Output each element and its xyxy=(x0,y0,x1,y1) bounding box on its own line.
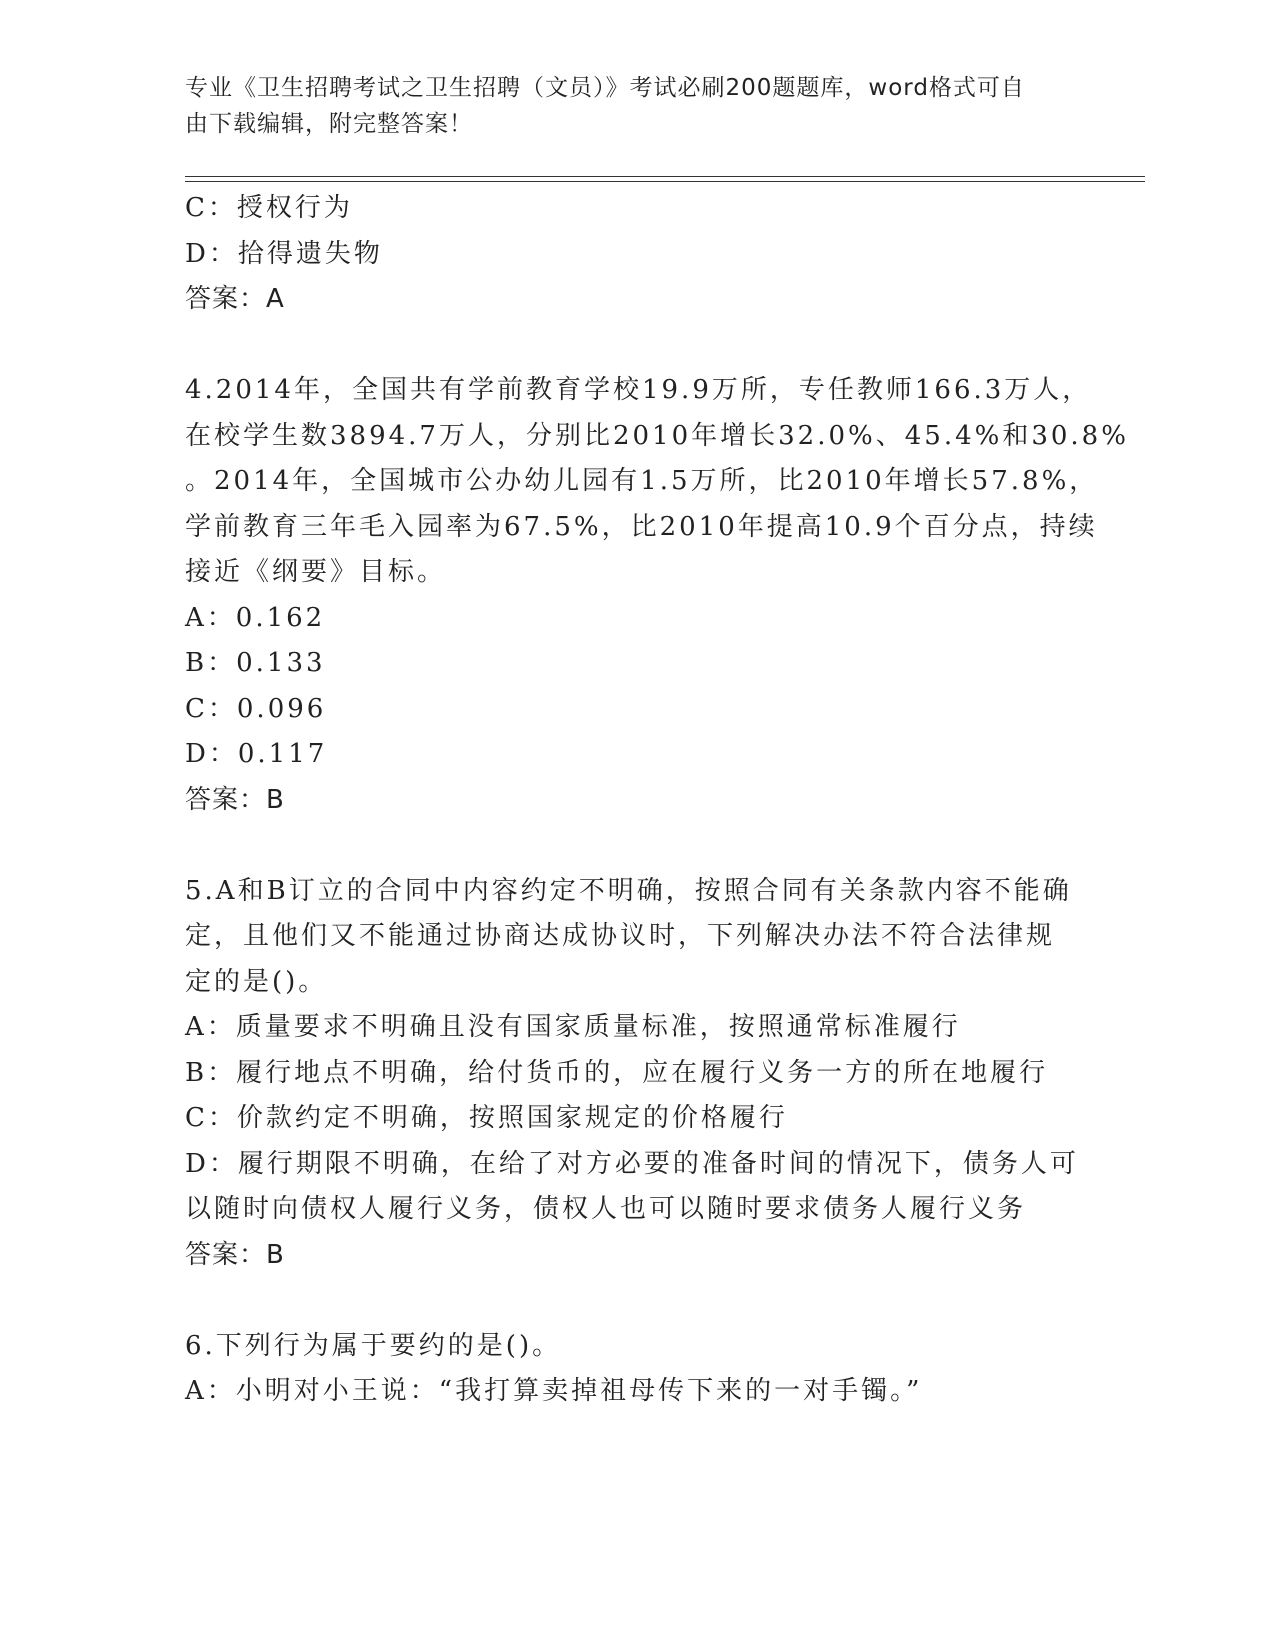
spacer xyxy=(185,1278,1085,1324)
option-a: A：0.162 xyxy=(185,602,326,633)
question-stem-line: 在校学生数3894.7万人，分别比2010年增长32.0%、45.4%和30.8% xyxy=(185,420,1129,451)
option-c: C：授权行为 xyxy=(185,193,353,223)
option-d: D：拾得遗失物 xyxy=(185,238,383,269)
question-stem-line: 接近《纲要》目标。 xyxy=(185,557,447,587)
question-stem-line: 学前教育三年毛入园率为67.5%，比2010年提高10.9个百分点，持续 xyxy=(185,511,1098,542)
header-rule-bottom xyxy=(185,181,1145,182)
option-d-line: 以随时向债权人履行义务，债权人也可以随时要求债务人履行义务 xyxy=(185,1194,1027,1224)
option-a: A：质量要求不明确且没有国家质量标准，按照通常标准履行 xyxy=(185,1012,961,1042)
question-stem-line: 6.下列行为属于要约的是()。 xyxy=(185,1330,562,1361)
document-header xyxy=(185,70,1065,142)
question-3 xyxy=(185,186,1085,323)
question-stem-line: 定，且他们又不能通过协商达成协议时，下列解决办法不符合法律规 xyxy=(185,921,1056,951)
header-rule-top xyxy=(185,176,1145,177)
option-a: A：小明对小王说：“我打算卖掉祖母传下来的一对手镯。” xyxy=(185,1376,923,1406)
option-c: C：价款约定不明确，按照国家规定的价格履行 xyxy=(185,1103,788,1133)
option-d: D：0.117 xyxy=(185,739,328,769)
option-b: B：0.133 xyxy=(185,648,326,678)
header-line-1: 专业《卫生招聘考试之卫生招聘（文员）》考试必刷200题题库，word格式可自 xyxy=(185,75,1025,101)
option-b: B：履行地点不明确，给付货币的，应在履行义务一方的所在地履行 xyxy=(185,1057,1049,1088)
answer: 答案：B xyxy=(185,784,285,815)
answer: 答案：B xyxy=(185,1239,285,1270)
option-c: C：0.096 xyxy=(185,693,327,724)
header-line-2: 由下载编辑，附完整答案！ xyxy=(185,111,473,137)
spacer xyxy=(185,323,1085,369)
question-5 xyxy=(185,869,1085,1279)
question-stem-line: 4.2014年，全国共有学前教育学校19.9万所，专任教师166.3万人， xyxy=(185,375,1092,405)
question-6 xyxy=(185,1324,1085,1415)
question-stem-line: 5.A和B订立的合同中内容约定不明确，按照合同有关条款内容不能确 xyxy=(185,875,1072,906)
spacer xyxy=(185,823,1085,869)
question-stem-line: 。2014年，全国城市公办幼儿园有1.5万所，比2010年增长57.8%， xyxy=(185,466,1099,496)
question-4 xyxy=(185,368,1129,823)
answer: 答案：A xyxy=(185,284,285,314)
option-d-line: D：履行期限不明确，在给了对方必要的准备时间的情况下，债务人可 xyxy=(185,1148,1079,1179)
document-body xyxy=(185,186,1129,1415)
question-stem-line: 定的是()。 xyxy=(185,966,328,997)
